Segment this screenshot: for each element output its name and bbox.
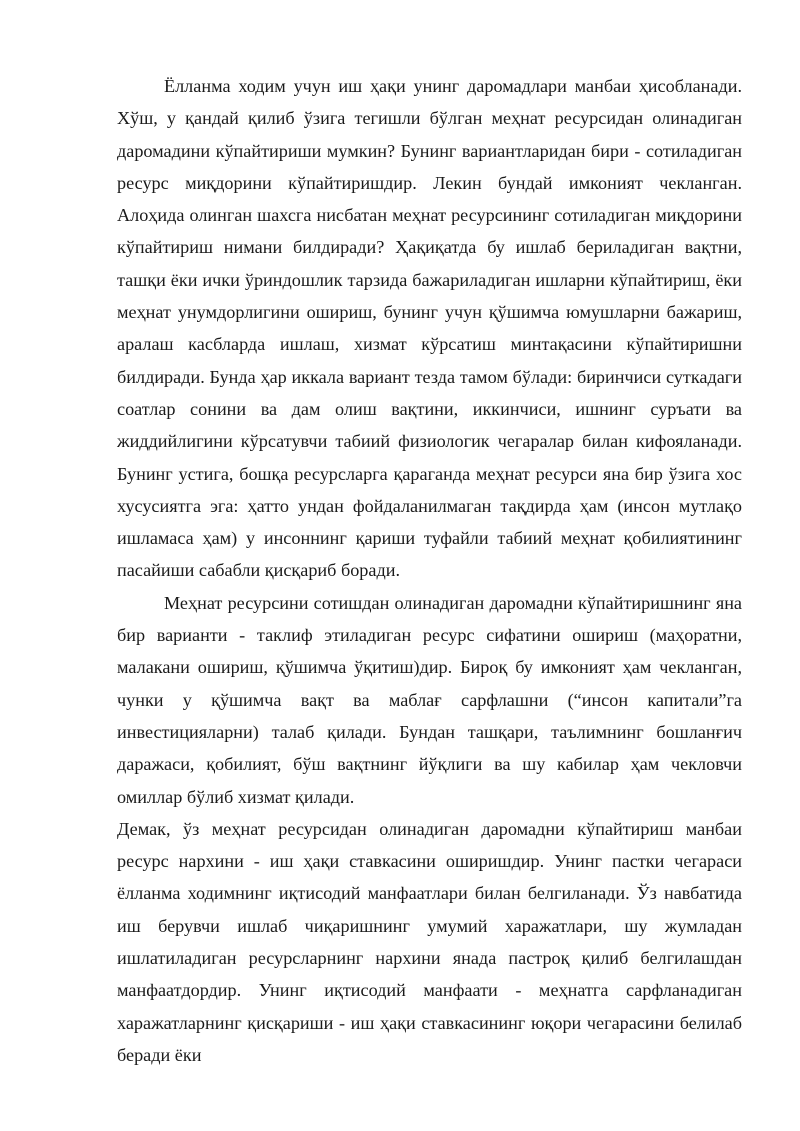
paragraph-3: Демак, ўз меҳнат ресурсидан олинадиган даромадни кўпайтириш манбаи ресурс нархини - иш ҳақи ставкасини оширишдир. Унинг пастки чегараси ёлланма ходимнинг иқтисодий манфаатлари билан белгиланади. Ўз навбатида иш берувчи ишлаб чиқаришнинг умумий харажатлари, шу жумладан ишлатиладиган ресурсларнинг нархини янада пастроқ қилиб белгилашдан манфаатдордир. Унинг иқтисодий манфаати - меҳнатга сарфланадиган харажатларнинг қисқариши - иш ҳақи ставкасининг юқори чегарасини белилаб беради ёки bbox=[117, 818, 742, 1065]
paragraph-1: Ёлланма ходим учун иш ҳақи унинг даромадлари манбаи ҳисобланади. Хўш, у қандай қилиб ўзига тегишли бўлган меҳнат ресурсидан олинадиган даромадини кўпайтириши мумкин? Бунинг вариантларидан бири - сотиладиган ресурс миқдорини кўпайтиришдир. Лекин бундай имконият чекланган. Алоҳида олинган шахсга нисбатан меҳнат ресурсининг сотиладиган миқдорини кўпайтириш нимани билдиради? Ҳақиқатда бу ишлаб бериладиган вақтни, ташқи ёки ички ўриндошлик тарзида бажариладиган ишларни кўпайтириш, ёки меҳнат унумдорлигини ошириш, бунинг учун қўшимча юмушларни бажариш, аралаш касбларда ишлаш, хизмат кўрсатиш минтақасини кўпайтиришни билдиради. Бунда ҳар иккала вариант тезда тамом бўлади: биринчиси суткадаги соатлар сонини ва дам олиш вақтини, иккинчиси, ишнинг суръати ва жиддийлигини кўрсатувчи табиий физиологик чегаралар билан кифояланади. Бунинг устига, бошқа ресурсларга қараганда меҳнат ресурси яна бир ўзига хос хусусиятга эга: ҳатто ундан фойдаланилмаган тақдирда ҳам (инсон мутлақо ишламаса ҳам) у инсоннинг қариши туфайли табиий меҳнат қобилиятининг пасайиши сабабли қисқариб боради. bbox=[117, 76, 742, 581]
paragraph-2: Меҳнат ресурсини сотишдан олинадиган даромадни кўпайтиришнинг яна бир варианти - таклиф этиладиган ресурс сифатини ошириш (маҳоратни, малакани ошириш, қўшимча ўқитиш)дир. Бироқ бу имконият ҳам чекланган, чунки у қўшимча вақт ва маблағ сарфлашни (“инсон капитали”га инвестицияларни) талаб қилади. Бундан ташқари, таълимнинг бошланғич даражаси, қобилият, бўш вақтнинг йўқлиги ва шу кабилар ҳам чекловчи омиллар бўлиб хизмат қилади. bbox=[117, 592, 742, 807]
document-body bbox=[117, 70, 742, 1071]
